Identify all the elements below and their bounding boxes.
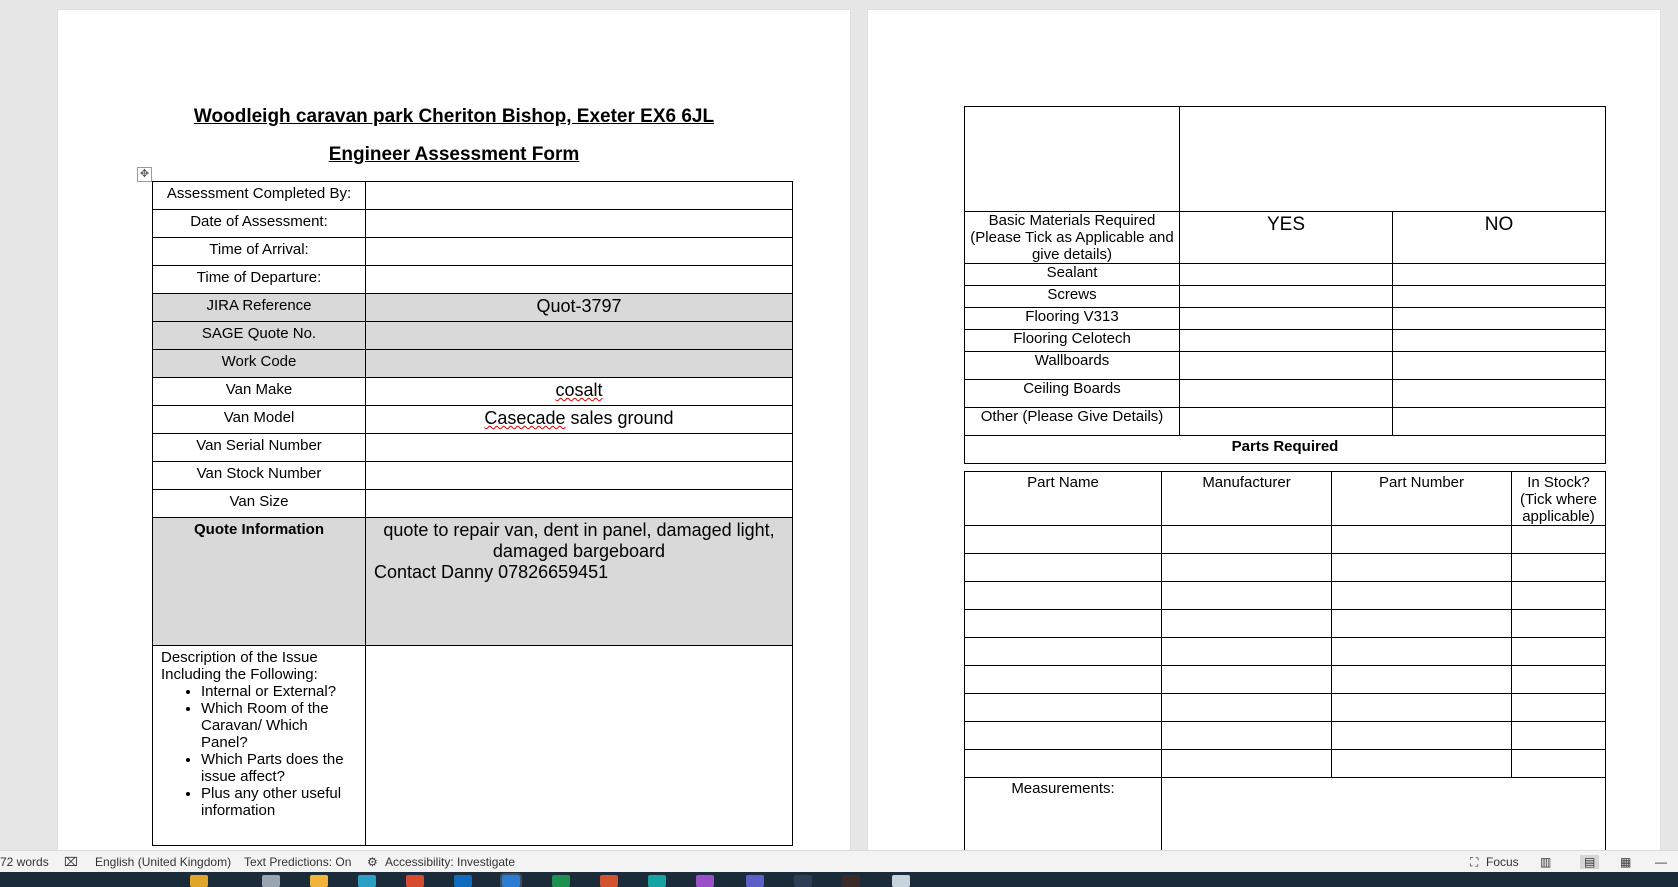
part-cell[interactable] xyxy=(1512,582,1606,610)
part-name-header: Part Name xyxy=(965,472,1162,526)
top-right-cell[interactable] xyxy=(1180,107,1606,212)
quote-line-1: quote to repair van, dent in panel, damaged light, damaged bargeboard xyxy=(383,520,775,561)
part-cell[interactable] xyxy=(1162,750,1332,778)
part-number-header: Part Number xyxy=(1332,472,1512,526)
no-cell[interactable] xyxy=(1393,330,1606,352)
label-work-code: Work Code xyxy=(153,350,366,378)
label-time-of-arrival: Time of Arrival: xyxy=(153,238,366,266)
van-model-misspelled-word: Casecade xyxy=(484,408,566,428)
yes-cell[interactable] xyxy=(1180,408,1393,436)
materials-header-label: Basic Materials Required (Please Tick as Applicable and give details) xyxy=(965,212,1180,264)
yes-cell[interactable] xyxy=(1180,286,1393,308)
web-layout-icon[interactable]: ▦ xyxy=(1620,855,1632,869)
materials-table xyxy=(964,106,1606,464)
taskbar xyxy=(0,872,1678,887)
list-item: • Which Parts does the issue affect? xyxy=(201,751,357,785)
material-flooring-celotech: Flooring Celotech xyxy=(965,330,1180,352)
material-flooring-v313: Flooring V313 xyxy=(965,308,1180,330)
focus-icon[interactable]: ⛶ xyxy=(1470,855,1479,869)
label-assessment-completed-by: Assessment Completed By: xyxy=(153,182,366,210)
part-cell[interactable] xyxy=(1332,722,1512,750)
part-cell[interactable] xyxy=(1332,610,1512,638)
taskbar-app-icon[interactable] xyxy=(794,875,812,887)
table-row xyxy=(965,526,1606,554)
label-sage-quote-no: SAGE Quote No. xyxy=(153,322,366,350)
focus-button[interactable]: Focus xyxy=(1486,855,1519,869)
yes-cell[interactable] xyxy=(1180,264,1393,286)
part-cell[interactable] xyxy=(965,722,1162,750)
part-cell[interactable] xyxy=(1332,750,1512,778)
table-row xyxy=(965,610,1606,638)
value-van-model[interactable] xyxy=(366,406,793,434)
taskbar-powerpoint-icon[interactable] xyxy=(600,875,618,887)
taskbar-app-icon[interactable] xyxy=(190,875,208,887)
read-mode-icon[interactable]: ▥ xyxy=(1540,855,1552,869)
value-van-size[interactable] xyxy=(366,490,793,518)
description-intro: Description of the Issue Including the Following: xyxy=(161,649,318,683)
in-stock-header: In Stock? (Tick where applicable) xyxy=(1512,472,1606,526)
table-row xyxy=(965,750,1606,778)
print-layout-icon[interactable]: ▤ xyxy=(1580,855,1599,869)
material-other: Other (Please Give Details) xyxy=(965,408,1180,436)
value-time-of-arrival[interactable] xyxy=(366,238,793,266)
table-row xyxy=(965,554,1606,582)
yes-cell[interactable] xyxy=(1180,352,1393,380)
van-model-rest: sales ground xyxy=(565,408,674,428)
taskbar-app-icon[interactable] xyxy=(648,875,666,887)
part-cell[interactable] xyxy=(1332,666,1512,694)
parts-table xyxy=(964,471,1606,868)
taskbar-teams-icon[interactable] xyxy=(746,875,764,887)
part-cell[interactable] xyxy=(1162,610,1332,638)
taskbar-word-icon[interactable] xyxy=(502,875,520,887)
label-description-of-issue xyxy=(153,646,366,846)
part-cell[interactable] xyxy=(1332,582,1512,610)
part-cell[interactable] xyxy=(1512,722,1606,750)
yes-cell[interactable] xyxy=(1180,330,1393,352)
description-bullet-list xyxy=(161,683,357,819)
van-make-text: cosalt xyxy=(555,380,603,400)
table-move-handle-icon[interactable]: ✥ xyxy=(137,167,152,182)
taskbar-app-icon[interactable] xyxy=(262,875,280,887)
parts-required-heading: Parts Required xyxy=(965,436,1606,464)
zoom-out-icon[interactable]: — xyxy=(1655,855,1667,869)
yes-column-header: YES xyxy=(1180,212,1393,264)
taskbar-app-icon[interactable] xyxy=(842,875,860,887)
table-row xyxy=(965,582,1606,610)
proofing-icon[interactable]: ⌧ xyxy=(64,855,78,869)
part-cell[interactable] xyxy=(1162,554,1332,582)
language-indicator[interactable]: English (United Kingdom) xyxy=(95,855,232,869)
word-count[interactable]: 72 words xyxy=(0,855,49,869)
label-van-model: Van Model xyxy=(153,406,366,434)
label-time-of-departure: Time of Departure: xyxy=(153,266,366,294)
label-quote-information: Quote Information xyxy=(153,518,366,646)
value-description-of-issue[interactable] xyxy=(366,646,793,846)
value-work-code[interactable] xyxy=(366,350,793,378)
part-cell[interactable] xyxy=(1332,554,1512,582)
list-item: • Plus any other useful information xyxy=(201,785,357,819)
part-cell[interactable] xyxy=(1512,666,1606,694)
part-cell[interactable] xyxy=(1512,638,1606,666)
table-row xyxy=(965,666,1606,694)
value-van-stock-number[interactable] xyxy=(366,462,793,490)
measurements-label: Measurements: xyxy=(965,778,1162,868)
document-title: Woodleigh caravan park Cheriton Bishop, Exeter EX6 6JL xyxy=(193,106,715,127)
yes-cell[interactable] xyxy=(1180,308,1393,330)
list-item: • Internal or External? xyxy=(201,683,357,700)
taskbar-chrome-icon[interactable] xyxy=(406,875,424,887)
text-predictions-status[interactable]: Text Predictions: On xyxy=(244,855,352,869)
table-row xyxy=(965,722,1606,750)
material-wallboards: Wallboards xyxy=(965,352,1180,380)
label-van-stock-number: Van Stock Number xyxy=(153,462,366,490)
no-cell[interactable] xyxy=(1393,408,1606,436)
part-cell[interactable] xyxy=(1162,694,1332,722)
accessibility-status[interactable]: Accessibility: Investigate xyxy=(385,855,516,869)
no-cell[interactable] xyxy=(1393,308,1606,330)
document-page-1 xyxy=(58,10,850,850)
part-cell[interactable] xyxy=(965,582,1162,610)
taskbar-edge-icon[interactable] xyxy=(358,875,376,887)
part-cell[interactable] xyxy=(1512,694,1606,722)
manufacturer-header: Manufacturer xyxy=(1162,472,1332,526)
material-screws: Screws xyxy=(965,286,1180,308)
part-cell[interactable] xyxy=(1332,638,1512,666)
table-row xyxy=(965,694,1606,722)
form-title: Engineer Assessment Form xyxy=(328,144,580,165)
value-jira-reference[interactable]: Quot-3797 xyxy=(366,294,793,322)
label-van-make: Van Make xyxy=(153,378,366,406)
yes-cell[interactable] xyxy=(1180,380,1393,408)
taskbar-onenote-icon[interactable] xyxy=(696,875,714,887)
part-cell[interactable] xyxy=(1162,722,1332,750)
label-date-of-assessment: Date of Assessment: xyxy=(153,210,366,238)
taskbar-outlook-icon[interactable] xyxy=(454,875,472,887)
value-quote-information[interactable] xyxy=(366,518,793,646)
label-van-serial-number: Van Serial Number xyxy=(153,434,366,462)
assessment-form-table xyxy=(152,181,793,846)
no-cell[interactable] xyxy=(1393,286,1606,308)
value-van-serial-number[interactable] xyxy=(366,434,793,462)
part-cell[interactable] xyxy=(1512,610,1606,638)
part-cell[interactable] xyxy=(1162,638,1332,666)
part-cell[interactable] xyxy=(965,750,1162,778)
top-left-cell[interactable] xyxy=(965,107,1180,212)
part-cell[interactable] xyxy=(1512,554,1606,582)
part-cell[interactable] xyxy=(1512,526,1606,554)
value-time-of-departure[interactable] xyxy=(366,266,793,294)
no-cell[interactable] xyxy=(1393,380,1606,408)
part-cell[interactable] xyxy=(965,526,1162,554)
part-cell[interactable] xyxy=(1162,666,1332,694)
material-ceiling-boards: Ceiling Boards xyxy=(965,380,1180,408)
no-cell[interactable] xyxy=(1393,264,1606,286)
value-assessment-completed-by[interactable] xyxy=(366,182,793,210)
part-cell[interactable] xyxy=(965,610,1162,638)
part-cell[interactable] xyxy=(1332,526,1512,554)
part-cell[interactable] xyxy=(1162,526,1332,554)
quote-line-2: Contact Danny 07826659451 xyxy=(374,562,609,582)
taskbar-app-icon[interactable] xyxy=(892,875,910,887)
part-cell[interactable] xyxy=(965,638,1162,666)
part-cell[interactable] xyxy=(1332,694,1512,722)
value-date-of-assessment[interactable] xyxy=(366,210,793,238)
part-cell[interactable] xyxy=(965,694,1162,722)
part-cell[interactable] xyxy=(965,554,1162,582)
material-sealant: Sealant xyxy=(965,264,1180,286)
taskbar-file-explorer-icon[interactable] xyxy=(310,875,328,887)
value-van-make[interactable] xyxy=(366,378,793,406)
status-bar xyxy=(0,850,1678,873)
part-cell[interactable] xyxy=(1512,750,1606,778)
list-item: • Which Room of the Caravan/ Which Panel? xyxy=(201,700,357,751)
label-van-size: Van Size xyxy=(153,490,366,518)
taskbar-excel-icon[interactable] xyxy=(552,875,570,887)
no-cell[interactable] xyxy=(1393,352,1606,380)
part-cell[interactable] xyxy=(1162,582,1332,610)
value-sage-quote-no[interactable] xyxy=(366,322,793,350)
label-jira-reference: JIRA Reference xyxy=(153,294,366,322)
part-cell[interactable] xyxy=(965,666,1162,694)
no-column-header: NO xyxy=(1393,212,1606,264)
table-row xyxy=(965,638,1606,666)
accessibility-icon[interactable]: ⚙ xyxy=(367,855,378,869)
document-page-2 xyxy=(868,10,1660,850)
